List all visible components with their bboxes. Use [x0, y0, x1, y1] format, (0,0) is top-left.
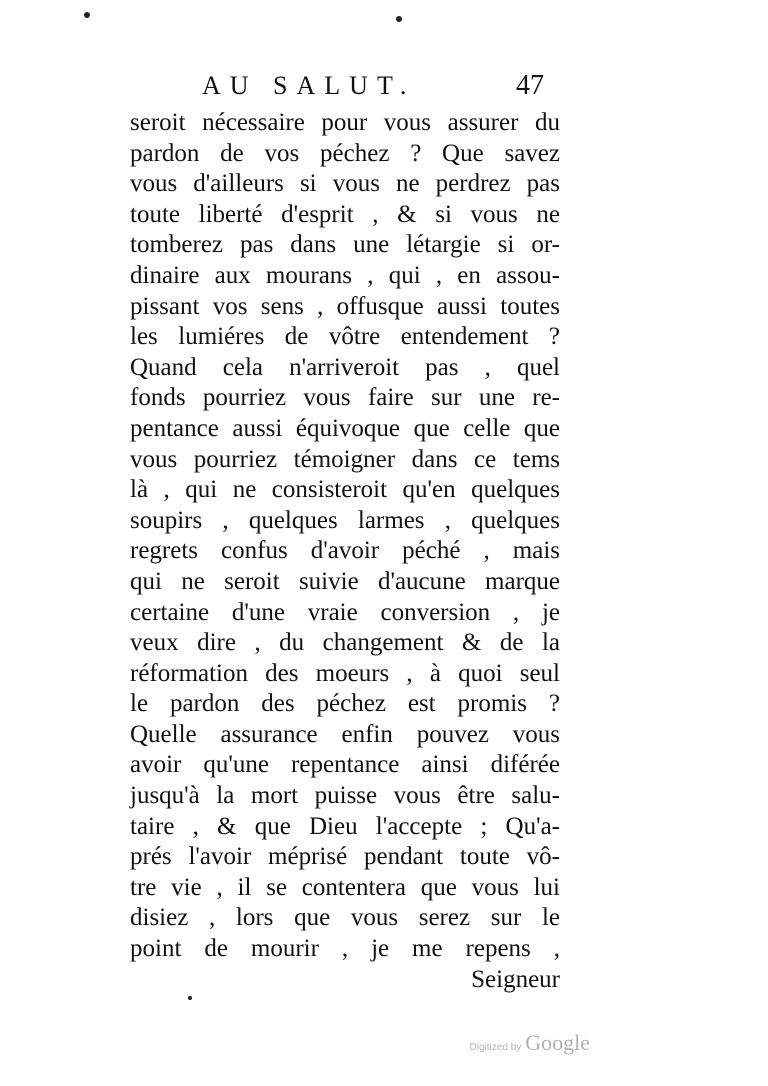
text-line: tomberez pas dans une létargie si or- — [130, 231, 560, 259]
ink-speck — [396, 16, 402, 22]
text-line: qui ne seroit suivie d'aucune marque — [130, 567, 560, 595]
page-number: 47 — [516, 70, 544, 101]
text-line: tre vie , il se contentera que vous lui — [130, 873, 560, 901]
text-line: Quand cela n'arriveroit pas , quel — [130, 353, 560, 381]
catchword: Seigneur — [471, 965, 560, 993]
text-line: là , qui ne consisteroit qu'en quelques — [130, 476, 560, 504]
text-line: avoir qu'une repentance ainsi diférée — [130, 751, 560, 779]
text-line: dinaire aux mourans , qui , en assou- — [130, 261, 560, 289]
text-line: certaine d'une vraie conversion , je — [130, 598, 560, 626]
text-line: jusqu'à la mort puisse vous être salu- — [130, 782, 560, 810]
text-line: vous pourriez témoigner dans ce tems — [130, 445, 560, 473]
text-line: disiez , lors que vous serez sur le — [130, 904, 560, 932]
ink-speck — [188, 996, 192, 1000]
ink-speck — [84, 12, 90, 18]
text-line: les lumiéres de vôtre entendement ? — [130, 323, 560, 351]
text-line: taire , & que Dieu l'accepte ; Qu'a- — [130, 812, 560, 840]
text-line: seroit nécessaire pour vous assurer du — [130, 109, 560, 136]
text-line: réformation des moeurs , à quoi seul — [130, 659, 560, 687]
running-head — [190, 68, 550, 104]
text-line: vous d'ailleurs si vous ne perdrez pas — [130, 170, 560, 198]
body-text — [130, 108, 560, 995]
text-line: Quelle assurance enfin pouvez vous — [130, 720, 560, 748]
text-line: soupirs , quelques larmes , quelques — [130, 506, 560, 534]
text-line: veux dire , du changement & de la — [130, 629, 560, 657]
text-line: le pardon des péchez est promis ? — [130, 690, 560, 718]
text-line: point de mourir , je me repens , — [130, 935, 560, 963]
digitized-watermark — [470, 1030, 590, 1056]
text-line: pissant vos sens , offusque aussi toutes — [130, 292, 560, 320]
text-line: regrets confus d'avoir péché , mais — [130, 537, 560, 565]
text-line: toute liberté d'esprit , & si vous ne — [130, 200, 560, 228]
text-line: prés l'avoir méprisé pendant toute vô- — [130, 843, 560, 871]
text-line: pardon de vos péchez ? Que savez — [130, 139, 560, 167]
text-line: fonds pourriez vous faire sur une re- — [130, 384, 560, 412]
digitized-by-label: Digitized by — [469, 1042, 522, 1053]
google-logo: Google — [525, 1030, 590, 1055]
running-title: AU SALUT. — [202, 71, 416, 100]
text-line: pentance aussi équivoque que celle que — [130, 414, 560, 442]
